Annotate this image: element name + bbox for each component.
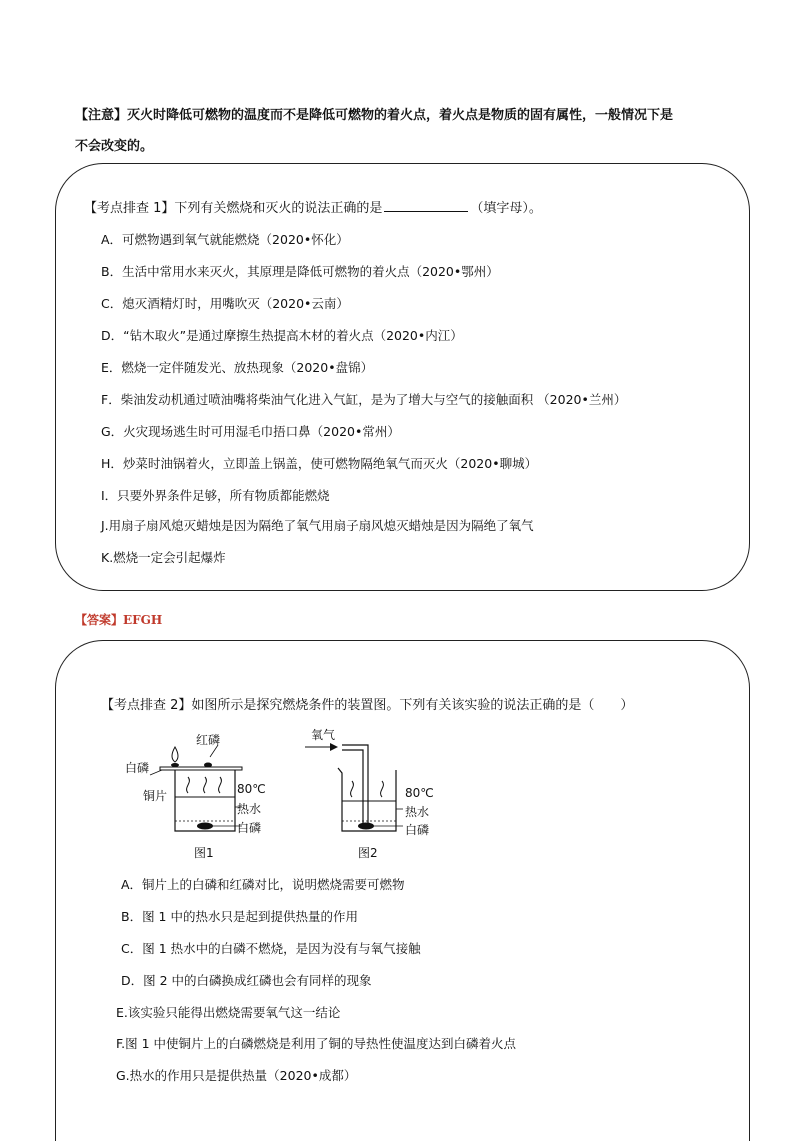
question-1-title-suffix: （填字母）。	[470, 201, 542, 216]
q1-option-c: C．熄灭酒精灯时，用嘴吹灭（2020•云南）	[101, 296, 349, 311]
q1-option-d: D．“钻木取火”是通过摩擦生热提高木材的着火点（2020•内江）	[101, 328, 463, 343]
note-paragraph	[75, 100, 735, 162]
q1-option-h: H．炒菜时油锅着火，立即盖上锅盖，使可燃物隔绝氧气而灭火（2020•聊城）	[101, 456, 538, 471]
answer-blank	[384, 199, 468, 212]
fig2-hot-water-label: 热水	[405, 805, 430, 819]
note-line-1: 【注意】灭火时降低可燃物的温度而不是降低可燃物的着火点，着火点是物质的固有属性，一般情况下是	[75, 108, 674, 123]
q2-option-d: D．图 2 中的白磷换成红磷也会有同样的现象	[121, 973, 372, 988]
question-2-title: 【考点排查 2】如图所示是探究燃烧条件的装置图。下列有关该实验的说法正确的是（ ）	[101, 698, 634, 713]
fig2-oxygen-label: 氧气	[311, 728, 336, 742]
q1-option-a: A．可燃物遇到氧气就能燃烧（2020•怀化）	[101, 232, 349, 247]
q1-option-k: K.燃烧一定会引起爆炸	[101, 550, 226, 565]
fig1-temperature-label: 80℃	[237, 782, 266, 796]
q2-option-f: F.图 1 中使铜片上的白磷燃烧是利用了铜的导热性使温度达到白磷着火点	[116, 1036, 517, 1051]
q1-option-b: B．生活中常用水来灭火，其原理是降低可燃物的着火点（2020•鄂州）	[101, 264, 499, 279]
fig1-white-phosphorus-bottom-label: 白磷	[237, 821, 262, 835]
q1-option-g: G．火灾现场逃生时可用湿毛巾捂口鼻（2020•常州）	[101, 424, 400, 439]
q2-option-c: C．图 1 热水中的白磷不燃烧，是因为没有与氧气接触	[121, 941, 421, 956]
q1-option-j: J.用扇子扇风熄灭蜡烛是因为隔绝了氧气用扇子扇风熄灭蜡烛是因为隔绝了氧气	[101, 518, 534, 533]
fig2-temperature-label: 80℃	[405, 786, 434, 800]
q1-option-f: F．柴油发动机通过喷油嘴将柴油气化进入气缸，是为了增大与空气的接触面积 （2020•兰州）	[101, 392, 627, 407]
fig2-white-phosphorus-label: 白磷	[405, 823, 430, 837]
q2-option-e: E.该实验只能得出燃烧需要氧气这一结论	[116, 1005, 341, 1020]
q1-option-i: I．只要外界条件足够，所有物质都能燃烧	[101, 488, 330, 503]
fig1-copper-sheet-label: 铜片	[143, 789, 168, 803]
question-1-title-prefix: 【考点排查 1】下列有关燃烧和灭火的说法正确的是	[84, 201, 383, 216]
fig1-caption: 图1	[194, 846, 214, 860]
fig2-caption: 图2	[358, 846, 378, 860]
q2-option-a: A．铜片上的白磷和红磷对比，说明燃烧需要可燃物	[121, 877, 405, 892]
fig1-red-phosphorus-label: 红磷	[196, 733, 221, 747]
answer-label: 【答案】EFGH	[75, 613, 163, 627]
q2-option-g: G.热水的作用只是提供热量（2020•成都）	[116, 1068, 357, 1083]
question-1-title	[84, 197, 542, 216]
fig1-hot-water-label: 热水	[237, 802, 262, 816]
note-line-2: 不会改变的。	[75, 139, 154, 154]
q2-option-b: B．图 1 中的热水只是起到提供热量的作用	[121, 909, 358, 924]
q1-option-e: E．燃烧一定伴随发光、放热现象（2020•盘锦）	[101, 360, 374, 375]
figure-2-apparatus	[300, 735, 410, 835]
fig1-white-phosphorus-top-label: 白磷	[125, 761, 150, 775]
